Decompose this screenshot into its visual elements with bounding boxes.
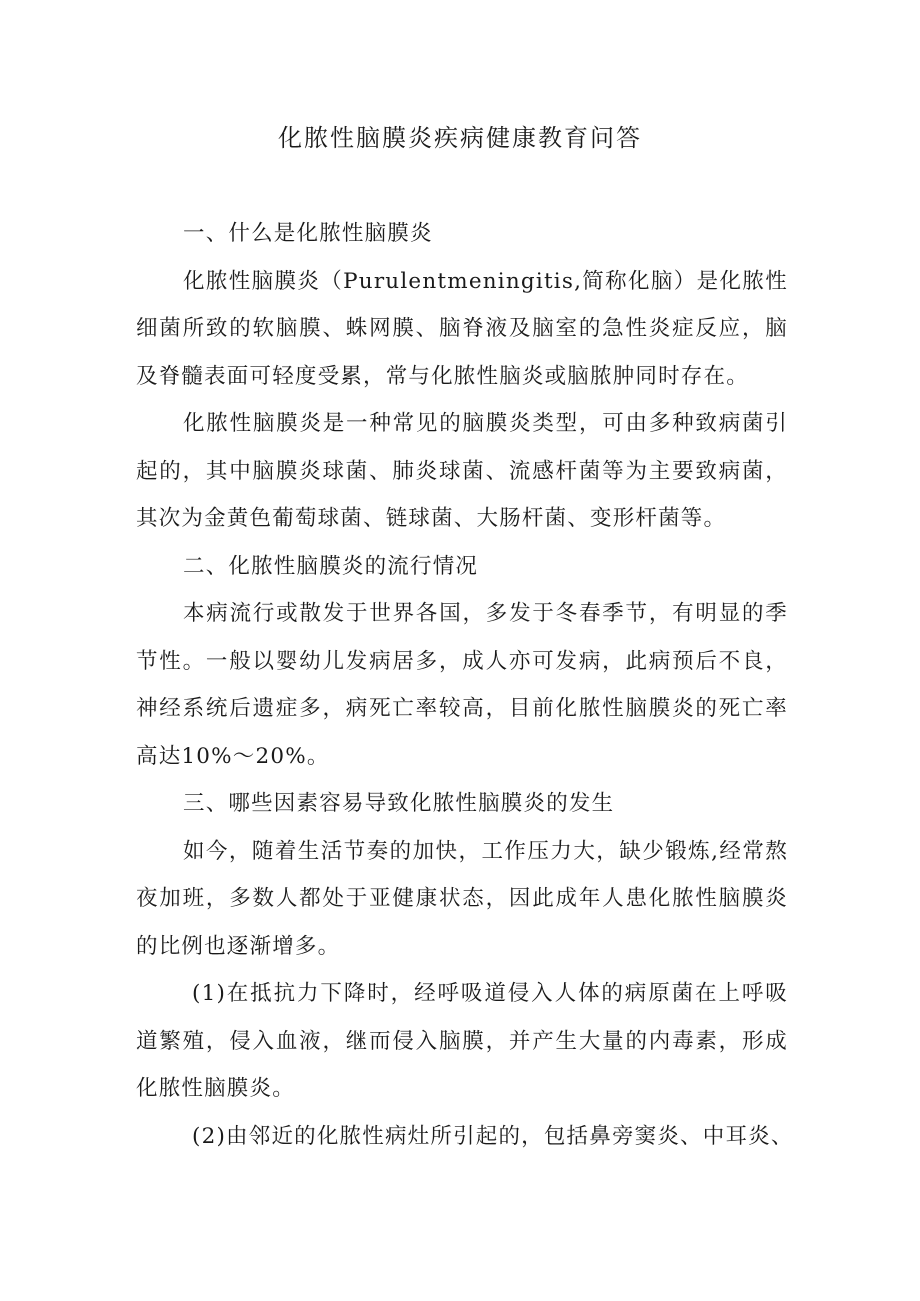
list-item: (2)由邻近的化脓性病灶所引起的，包括鼻旁窦炎、中耳炎、: [192, 1123, 794, 1149]
document-body: [136, 210, 794, 1160]
section-heading-2: 二、化脓性脑膜炎的流行情况: [183, 553, 479, 579]
section-heading-3: 三、哪些因素容易导致化脓性脑膜炎的发生: [183, 791, 615, 816]
paragraph: 化脓性脑膜炎（Purulentmeningitis,简称化脑）是化脓性细菌所致的软脑膜、蛛网膜、脑脊液及脑室的急性炎症反应，脑及脊髓表面可轻度受累，常与化脓性脑炎或脑脓肿同时存在。: [136, 268, 788, 389]
paragraph: 本病流行或散发于世界各国，多发于冬春季节，有明显的季节性。一般以婴幼儿发病居多，成人亦可发病，此病预后不良，神经系统后遗症多，病死亡率较高，目前化脓性脑膜炎的死亡率高达10%～20%。: [136, 601, 788, 769]
paragraph: 如今，随着生活节奏的加快，工作压力大，缺少锻炼,经常熬夜加班，多数人都处于亚健康状态，因此成年人患化脓性脑膜炎的比例也逐渐增多。: [136, 838, 788, 959]
document-title: 化脓性脑膜炎疾病健康教育问答: [278, 124, 642, 152]
paragraph: 化脓性脑膜炎是一种常见的脑膜炎类型，可由多种致病菌引起的，其中脑膜炎球菌、肺炎球菌、流感杆菌等为主要致病菌，其次为金黄色葡萄球菌、链球菌、大肠杆菌、变形杆菌等。: [136, 411, 788, 531]
list-item: (1)在抵抗力下降时，经呼吸道侵入人体的病原菌在上呼吸道繁殖，侵入血液，继而侵入脑膜，并产生大量的内毒素，形成化脓性脑膜炎。: [136, 981, 788, 1101]
section-heading-1: 一、什么是化脓性脑膜炎: [183, 221, 433, 246]
